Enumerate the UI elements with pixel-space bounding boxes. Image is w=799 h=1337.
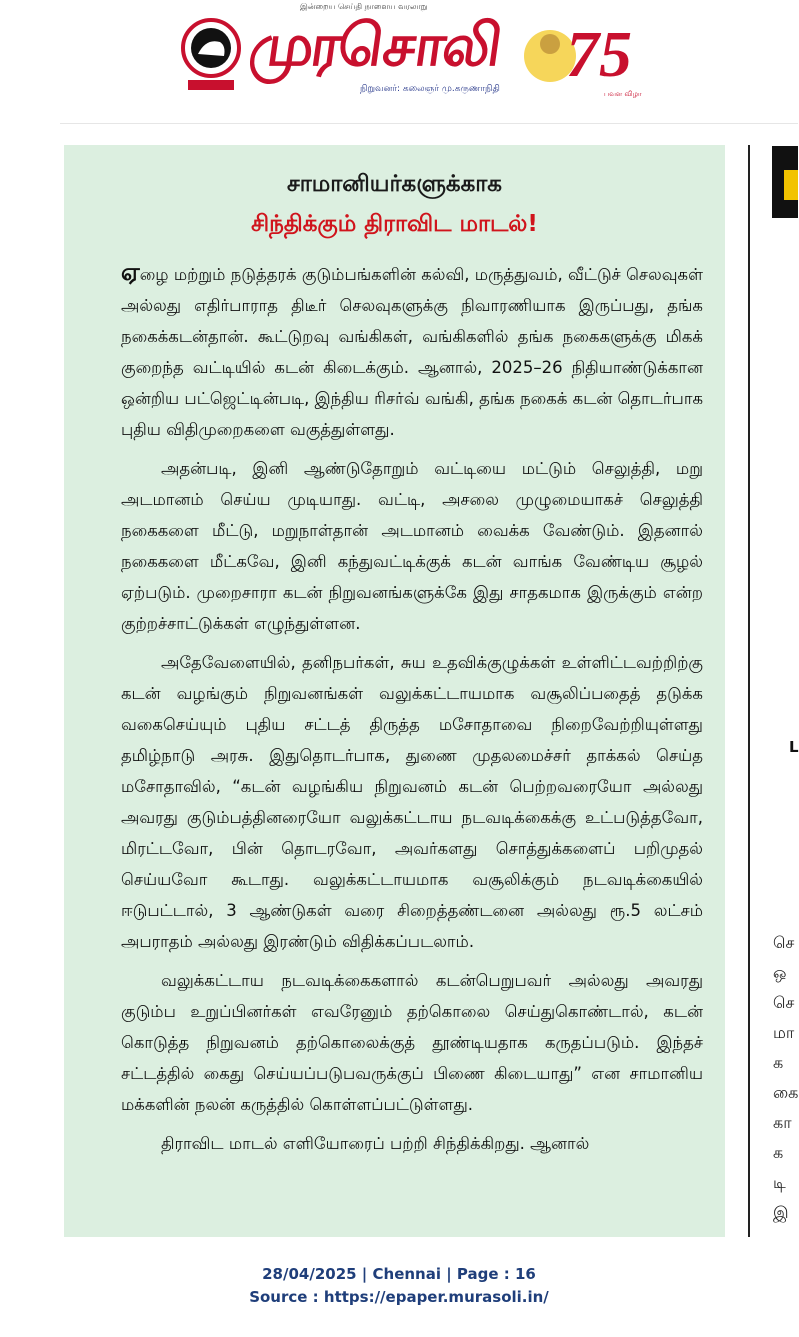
article-body xyxy=(121,257,703,1167)
side-ad-accent xyxy=(784,170,798,200)
side-line: க xyxy=(773,1143,784,1162)
side-line: கை xyxy=(773,1083,799,1102)
side-column-letter: L xyxy=(789,738,799,756)
page-footer xyxy=(0,1263,798,1309)
anniversary-logo xyxy=(520,6,642,102)
headline-line-2: சிந்திக்கும் திராவிட மாடல்! xyxy=(251,211,538,237)
side-line: செ xyxy=(773,933,795,952)
side-line: மா xyxy=(773,1023,795,1042)
anniversary-number: 75 xyxy=(566,18,632,91)
side-line: இ xyxy=(773,1203,789,1222)
anniversary-caption: பவள விழா xyxy=(604,90,642,98)
masthead xyxy=(0,0,798,110)
column-divider xyxy=(748,145,750,1237)
side-line: ஒ xyxy=(773,963,787,982)
side-line: செ xyxy=(773,993,795,1012)
paragraph: திராவிட மாடல் எளியோரைப் பற்றி சிந்திக்கிறது. ஆனால் xyxy=(161,1134,590,1153)
paragraph: வலுக்கட்டாய நடவடிக்கைகளால் கடன்பெறுபவர் அல்லது அவரது குடும்ப உறுப்பினர்கள் எவரேனும் தற்கொலை செய்துகொண்டால், கடன் கொடுத்த நிறுவனம் தற்கொலைக்குத் தூண்டியதாக கருதப்படும். இந்தச் சட்டத்தில் கைது செய்யப்படுபவருக்குப் பிணை கிடையாது” என சாமானிய மக்களின் நலன் கருத்தில் கொள்ளப்பட்டுள்ளது. xyxy=(121,971,703,1114)
headline-line-1: சாமானியர்களுக்காக xyxy=(286,171,503,197)
masthead-title: முரசொலி xyxy=(245,11,504,79)
masthead-divider xyxy=(60,123,798,124)
paragraph: அதேவேளையில், தனிநபர்கள், சுய உதவிக்குழுக்கள் உள்ளிட்டவற்றிற்கு கடன் வழங்கும் நிறுவனங்கள் வலுக்கட்டாயமாக வசூலிப்பதைத் தடுக்க வகைசெய்யும் புதிய சட்டத் திருத்த மசோதாவை நிறைவேற்றியுள்ளது தமிழ்நாடு அரசு. இதுதொடர்பாக, துணை முதலமைச்சர் தாக்கல் செய்த மசோதாவில், “கடன் வழங்கிய நிறுவனம் கடன் பெற்றவரையோ அல்லது அவரது குடும்பத்தினரையோ வலுக்கட்டாய நடவடிக்கைக்கு உட்படுத்தவோ, மிரட்டவோ, பின் தொடரவோ, அவர்களது சொத்துக்களைப் பறிமுதல் செய்யவோ கூடாது. வலுக்கட்டாயமாக வசூலிக்கும் நடவடிக்கையில் ஈடுபட்டால், 3 ஆண்டுகள் வரை சிறைத்தண்டனை அல்லது ரூ.5 லட்சம் அபராதம் அல்லது இரண்டும் விதிக்கப்படலாம். xyxy=(121,653,703,951)
side-line: கா xyxy=(773,1113,792,1132)
party-emblem-icon xyxy=(180,8,242,94)
footer-source-line: Source : https://epaper.murasoli.in/ xyxy=(249,1288,549,1306)
side-line: க xyxy=(773,1053,784,1072)
paragraph: ஏழை மற்றும் நடுத்தரக் குடும்பங்களின் கல்வி, மருத்துவம், வீட்டுச் செலவுகள் அல்லது எதிர்பாராத திடீர் செலவுகளுக்கு நிவாரணியாக இருப்பது, தங்க நகைக்கடன்தான். கூட்டுறவு வங்கிகள், வங்கிகளில் தங்க நகைகளுக்கு மிகக் குறைந்த வட்டியில் கடன் கிடைக்கும். ஆனால், 2025–26 நிதியாண்டுக்கான ஒன்றிய பட்ஜெட்டின்படி, இந்திய ரிசர்வ் வங்கி, தங்க நகைக் கடன் தொடர்பாக புதிய விதிமுறைகளை வகுத்துள்ளது. xyxy=(121,258,703,439)
editorial-article xyxy=(64,145,725,1237)
masthead-tagline: இன்றைய செய்தி நாளைய வரலாறு xyxy=(300,2,428,11)
side-line: டி xyxy=(773,1173,786,1192)
footer-date-line: 28/04/2025 | Chennai | Page : 16 xyxy=(262,1265,536,1283)
side-column-text xyxy=(773,928,798,1228)
masthead-founder-line: நிறுவனர்: கலைஞர் மு.கருணாநிதி xyxy=(360,84,500,94)
paragraph: அதன்படி, இனி ஆண்டுதோறும் வட்டியை மட்டும் செலுத்தி, மறு அடமானம் செய்ய முடியாது. வட்டி, அசலை முழுமையாகச் செலுத்தி நகைகளை மீட்டு, மறுநாள்தான் அடமானம் வைக்க வேண்டும். இதனால் நகைகளை மீட்கவே, இனி கந்துவட்டிக்குக் கடன் வாங்க வேண்டிய சூழல் ஏற்படும். முறைசாரா கடன் நிறுவனங்களுக்கே இது சாதகமாக இருக்கும் என்ற குற்றச்சாட்டுக்கள் எழுந்துள்ளன. xyxy=(121,459,703,633)
